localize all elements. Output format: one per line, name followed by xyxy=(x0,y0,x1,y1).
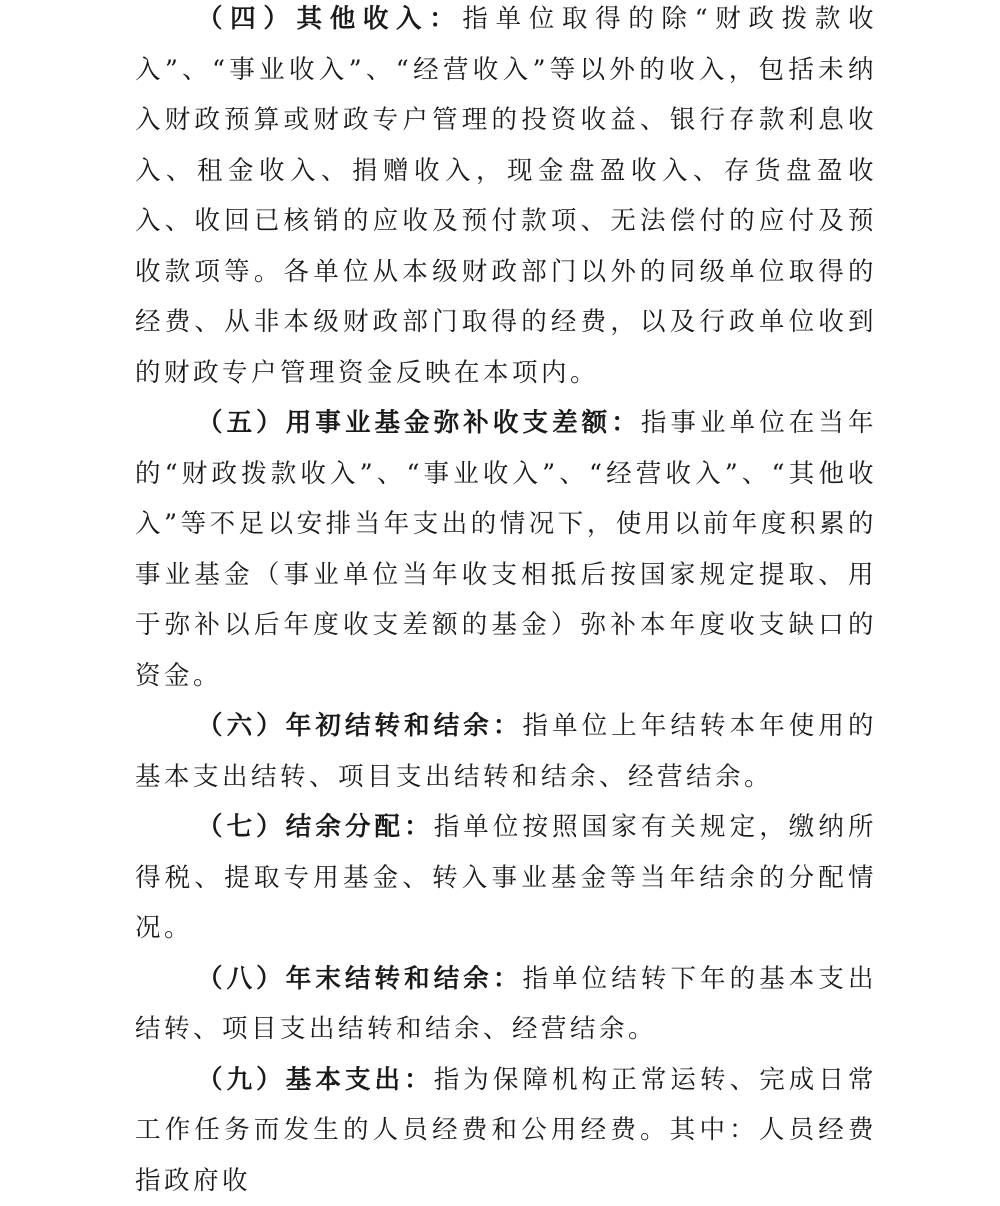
paragraph-term: （八）年末结转和结余： xyxy=(197,964,523,994)
paragraph-term: （六）年初结转和结余： xyxy=(197,711,523,741)
paragraph-text: 指单位取得的除“财政拨款收入”、“事业收入”、“经营收入”等以外的收入，包括未纳入财政预算或财政专户管理的投资收益、银行存款利息收入、租金收入、捐赠收入，现金盘盈收入、存货盘盈收入、收回已核销的应收及预付款项、无法偿付的应付及预收款项等。各单位从本级财政部门以外的同级单位取得的经费、从非本级财政部门取得的经费，以及行政单位收到的财政专户管理资金反映在本项内。 xyxy=(135,4,877,388)
paragraph-text: 指单位上年结转本年使用的基本支出结转、项目支出结转和结余、经营结余。 xyxy=(135,711,877,792)
paragraph-basic-expenditure xyxy=(135,1055,877,1206)
paragraph-text: 指单位结转下年的基本支出结转、项目支出结转和结余、经营结余。 xyxy=(135,964,877,1045)
paragraph-text: 指事业单位在当年的“财政拨款收入”、“事业收入”、“经营收入”、“其他收入”等不足以安排当年支出的情况下，使用以前年度积累的事业基金（事业单位当年收支相抵后按国家规定提取、用于弥补以后年度收支差额的基金）弥补本年度收支缺口的资金。 xyxy=(135,408,877,691)
paragraph-text: 指为保障机构正常运转、完成日常工作任务而发生的人员经费和公用经费。其中：人员经费指政府收 xyxy=(135,1065,877,1196)
paragraph-surplus-distribution xyxy=(135,802,877,954)
paragraph-term: （四）其他收入： xyxy=(197,4,462,34)
paragraph-closing-carryover xyxy=(135,954,877,1055)
paragraph-other-income xyxy=(135,0,877,398)
paragraph-opening-carryover xyxy=(135,701,877,802)
paragraph-term: （七）结余分配： xyxy=(197,812,434,842)
paragraph-text: 指单位按照国家有关规定，缴纳所得税、提取专用基金、转入事业基金等当年结余的分配情况。 xyxy=(135,812,877,943)
document-body xyxy=(135,0,877,1206)
paragraph-term: （五）用事业基金弥补收支差额： xyxy=(197,408,641,438)
paragraph-term: （九）基本支出： xyxy=(197,1065,434,1095)
paragraph-business-fund-offset xyxy=(135,398,877,701)
